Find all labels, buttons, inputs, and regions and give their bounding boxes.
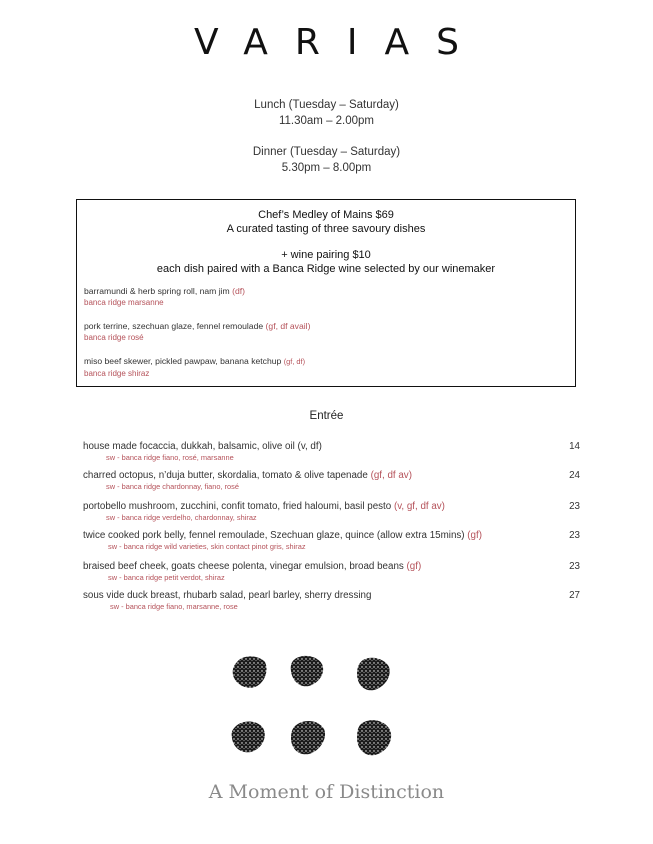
entree-wine: sw - banca ridge fiano, rosé, marsanne <box>106 453 234 462</box>
lunch-label: Lunch (Tuesday – Saturday) <box>254 99 399 111</box>
medley-item <box>84 355 305 380</box>
entree-price: 24 <box>569 470 580 481</box>
entree-item <box>83 530 580 552</box>
entree-wine: sw - banca ridge fiano, marsanne, rose <box>110 602 238 611</box>
entree-dish: braised beef cheek, goats cheese polenta, vinegar emulsion, broad beans <box>83 561 404 572</box>
entree-dish: charred octopus, n’duja butter, skordalia, tomato & olive tapenade <box>83 470 368 481</box>
entree-price: 14 <box>569 441 580 452</box>
entree-dish-tags: (v, gf, df av) <box>393 501 445 512</box>
medley-dish-tags: (gf, df avail) <box>265 321 311 331</box>
dinner-time: 5.30pm – 8.00pm <box>281 162 372 174</box>
entree-dish: house made focaccia, dukkah, balsamic, olive oil (v, df) <box>83 441 322 452</box>
lunch-hours <box>0 97 653 129</box>
entree-wine: sw - banca ridge wild varieties, skin contact pinot gris, shiraz <box>108 542 306 551</box>
medley-dish: miso beef skewer, pickled pawpaw, banana ketchup <box>84 356 282 366</box>
lunch-time: 11.30am – 2.00pm <box>278 115 375 127</box>
entree-item <box>83 441 580 463</box>
medley-wine: banca ridge shiraz <box>84 369 150 378</box>
brand-tagline: A Moment of Distinction <box>208 781 445 803</box>
entree-item <box>83 501 580 523</box>
entree-dish-tags: (gf) <box>467 530 482 541</box>
entree-price: 23 <box>569 561 580 572</box>
entree-title: Entrée <box>309 410 344 422</box>
medley-wine: banca ridge rosé <box>84 333 144 342</box>
entree-wine: sw - banca ridge verdelho, chardonnay, shiraz <box>106 513 257 522</box>
chefs-medley-box <box>76 199 576 387</box>
entree-dish: sous vide duck breast, rhubarb salad, pearl barley, sherry dressing <box>83 590 372 601</box>
medley-dish: pork terrine, szechuan glaze, fennel remoulade <box>84 321 264 331</box>
entree-item <box>83 590 580 612</box>
medley-dish: barramundi & herb spring roll, nam jim <box>84 286 230 296</box>
entree-dish: portobello mushroom, zucchini, confit tomato, fried haloumi, basil pesto <box>83 501 392 512</box>
six-stones-icon <box>225 650 405 765</box>
entree-dish: twice cooked pork belly, fennel remoulade, Szechuan glaze, quince (allow extra 15mins) <box>83 530 465 541</box>
entree-wine: sw - banca ridge petit verdot, shiraz <box>108 573 225 582</box>
dinner-hours <box>0 144 653 176</box>
entree-item <box>83 470 580 492</box>
entree-wine: sw - banca ridge chardonnay, fiano, rosé <box>106 482 239 491</box>
medley-dish-tags: (df) <box>232 286 245 296</box>
medley-subtitle: A curated tasting of three savoury dishes <box>226 223 426 235</box>
medley-item <box>84 285 245 309</box>
entree-price: 23 <box>569 501 580 512</box>
medley-title: Chef’s Medley of Mains $69 <box>258 209 394 221</box>
wine-pairing-title: + wine pairing $10 <box>281 249 371 261</box>
medley-dish-tags: (gf, df) <box>283 357 306 366</box>
medley-item <box>84 320 310 344</box>
medley-wine: banca ridge marsanne <box>84 298 164 307</box>
brand-logo: VARIAS <box>193 22 487 63</box>
entree-dish-tags: (gf, df av) <box>370 470 412 481</box>
wine-pairing-subtitle: each dish paired with a Banca Ridge wine selected by our winemaker <box>156 263 496 275</box>
entree-price: 23 <box>569 530 580 541</box>
dinner-label: Dinner (Tuesday – Saturday) <box>252 146 401 158</box>
entree-dish-tags: (gf) <box>406 561 422 572</box>
entree-item <box>83 561 580 583</box>
entree-price: 27 <box>569 590 580 601</box>
